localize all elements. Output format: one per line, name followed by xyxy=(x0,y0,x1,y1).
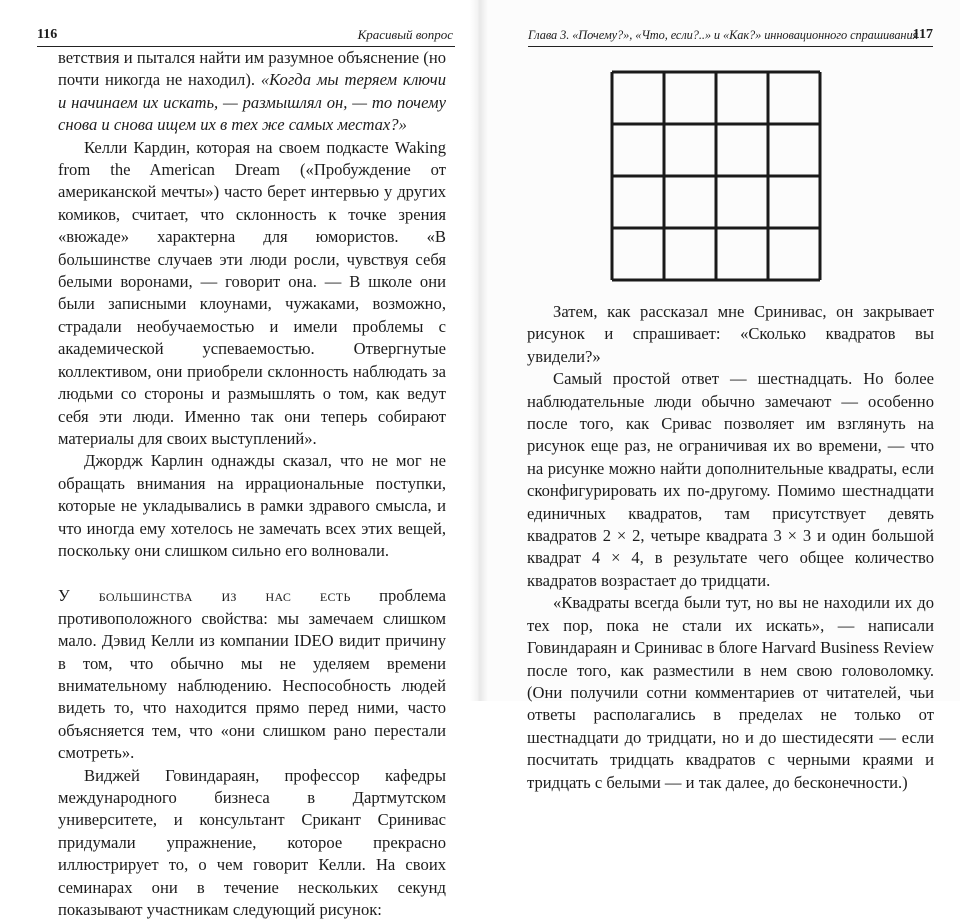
left-running-title: Красивый вопрос xyxy=(357,27,453,42)
right-running-title: Глава 3. «Почему?», «Что, если?..» и «Как?» инновационного спрашивания xyxy=(528,28,919,42)
paragraph-kelly-cardin: Келли Кардин, которая на своем подкасте Waking from the American Dream («Пробуждение от американской мечты») часто берет интервью у других комиков, считает, что склонность к точке зрения «вюжаде» характерна для юмористов. «В большинстве случаев эти люди росли, чувствуя себя белыми воронами, — говорит она. — В школе они были записными клоунами, чужаками, возможно, страдали необучаемостью и имели проблемы с академической успеваемостью. Отвергнутые коллективом, они приобрели склонность наблюдать за людьми со стороны и размышлять о том, как ведут себя эти люди. Именно так они теперь собирают материалы для своих выступлений». xyxy=(58,137,446,448)
left-page-number: 116 xyxy=(37,27,58,42)
paragraph-george-carlin: Джордж Карлин однажды сказал, что не мог не обращать внимания на иррациональные поступки, которые не укладывались в рамки здравого смысла, и что иногда ему хотелось не замечать всех этих вещей, поскольку они слишком сильно его волновали. xyxy=(58,451,446,560)
right-page xyxy=(478,0,960,792)
paragraph-continuation: ветствия и пытался найти им разумное объяснение (но почти никогда не находил). «Когда мы теряем ключи и начинаем их искать, — размышлял он, — то почему снова и снова ищем их в тех же самых местах?» xyxy=(58,48,446,135)
section-lead-in: У большинства из нас есть xyxy=(58,586,351,606)
left-page xyxy=(0,0,478,920)
paragraph-hbr-quote: «Квадраты всегда были тут, но вы не находили их до тех пор, пока не стали их искать», — написали Говиндараян и Сринивас в блоге Harvard Business Review после того, как разместили в нем свою головоломку. (Они получили сотни комментариев от читателей, чьи ответы располагались в пределах не только от шестнадцати до тридцати, но и до шестидесяти — если посчитать тридцать квадратов с черными краями и тридцать с белыми — и так далее, до бесконечности.) xyxy=(527,593,934,792)
right-page-body xyxy=(527,301,934,794)
paragraph-answer: Самый простой ответ — шестнадцать. Но более наблюдательные люди обычно замечают — особенно после того, как Сривас позволяет им взглянуть на рисунок еще раз, не ограничивая их во времени, — что на рисунке можно найти дополнительные квадраты, если сконфигурировать их по-другому. Помимо шестнадцати единичных квадратов, там присутствует девять квадратов 2 × 2, четыре квадрата 3 × 3 и один большой квадрат 4 × 4, в результате чего общее количество квадратов возрастает до тридцати. xyxy=(527,369,934,590)
right-page-number: 117 xyxy=(912,27,933,42)
left-page-body xyxy=(58,47,446,921)
paragraph-section-start: У большинства из нас есть проблема противоположного свойства: мы замечаем слишком мало. Дэвид Келли из компании IDEO видит причину в том, что обычно мы не уделяем времени внимательному наблюдению. Неспособность людей видеть то, что находится прямо перед ними, часто объясняется тем, что «они слишком рано перестали смотреть». xyxy=(58,586,446,763)
paragraph-govindarajan: Виджей Говиндараян, профессор кафедры международного бизнеса в Дартмутском университете, и консультант Срикант Сринивас придумали упражнение, которое прекрасно иллюстрирует то, о чем говорит Келли. На своих семинарах они в течение нескольких секунд показывают участникам следующий рисунок: xyxy=(58,765,446,920)
squares-grid-figure xyxy=(610,70,822,282)
left-running-header xyxy=(37,24,455,47)
grid-drawing xyxy=(610,70,822,282)
right-running-header xyxy=(528,24,933,47)
paragraph-srinivas-question: Затем, как рассказал мне Сринивас, он закрывает рисунок и спрашивает: «Сколько квадратов вы увидели?» xyxy=(527,302,934,366)
